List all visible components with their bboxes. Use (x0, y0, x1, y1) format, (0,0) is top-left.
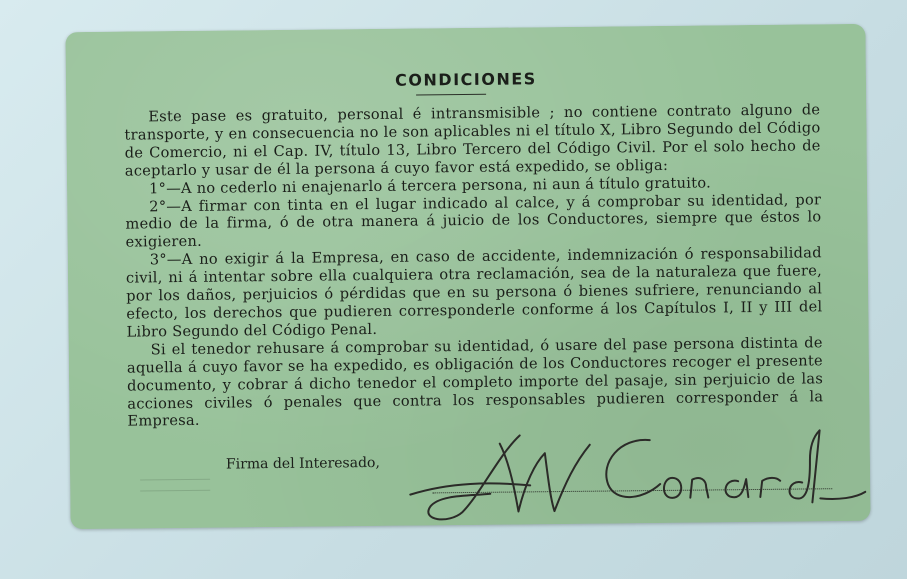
condition-1: 1°—A no cederlo ni enajenarlo á tercera persona, ni aun á título gratuito. (148, 174, 712, 197)
refusal-paragraph: Si el tenedor rehusare á comprobar su identidad, ó usare del pase persona distinta de aquella á cuyo favor se ha expedido, es obligación de los Conductores recoger el presente documento, y cobrar á dicho tenedor el completo importe del pasaje, sin perjuicio de las acciones civiles ó penales que contra los responsables pudieren corresponder á la Empresa. (126, 334, 824, 430)
condition-2: 2°—A firmar con tinta en el lugar indicado al calce, y á comprobar su identidad, por medio de la firma, ó de otra manera á juicio de los Conductores, siempre que éstos lo exigieren. (125, 190, 822, 251)
handwritten-signature (350, 420, 871, 525)
signature-label: Firma del Interesado, (225, 454, 380, 473)
pass-card (65, 24, 870, 529)
faint-stamp-mark (140, 479, 210, 492)
intro-paragraph: Este pase es gratuito, personal é intransmisible ; no contiene contrato alguno de transporte, y en consecuencia no le son aplicables ni el título X, Libro Segundo del Código de Comercio, ni el Cap. IV, título 13, Libro Tercero del Código Civil. Por el solo hecho de aceptarlo y usar de él la persona á cuyo favor está expedido, se obliga: (124, 101, 821, 180)
conditions-text (124, 101, 823, 431)
title-underline (416, 94, 486, 96)
condition-3: 3°—A no exigir á la Empresa, en caso de accidente, indemnización ó responsabilidad civil, ni á intentar sobre ella cualquiera otra reclamación, sea de la naturaleza que fuere, por los daños, perjuicios ó pérdidas que en su persona ó bienes sufriere, renunciando al efecto, los derechos que pudieren corresponderle conforme á los Capítulos I, II y III del Libro Segundo del Código Penal. (125, 244, 823, 341)
card-title: CONDICIONES (395, 69, 537, 90)
